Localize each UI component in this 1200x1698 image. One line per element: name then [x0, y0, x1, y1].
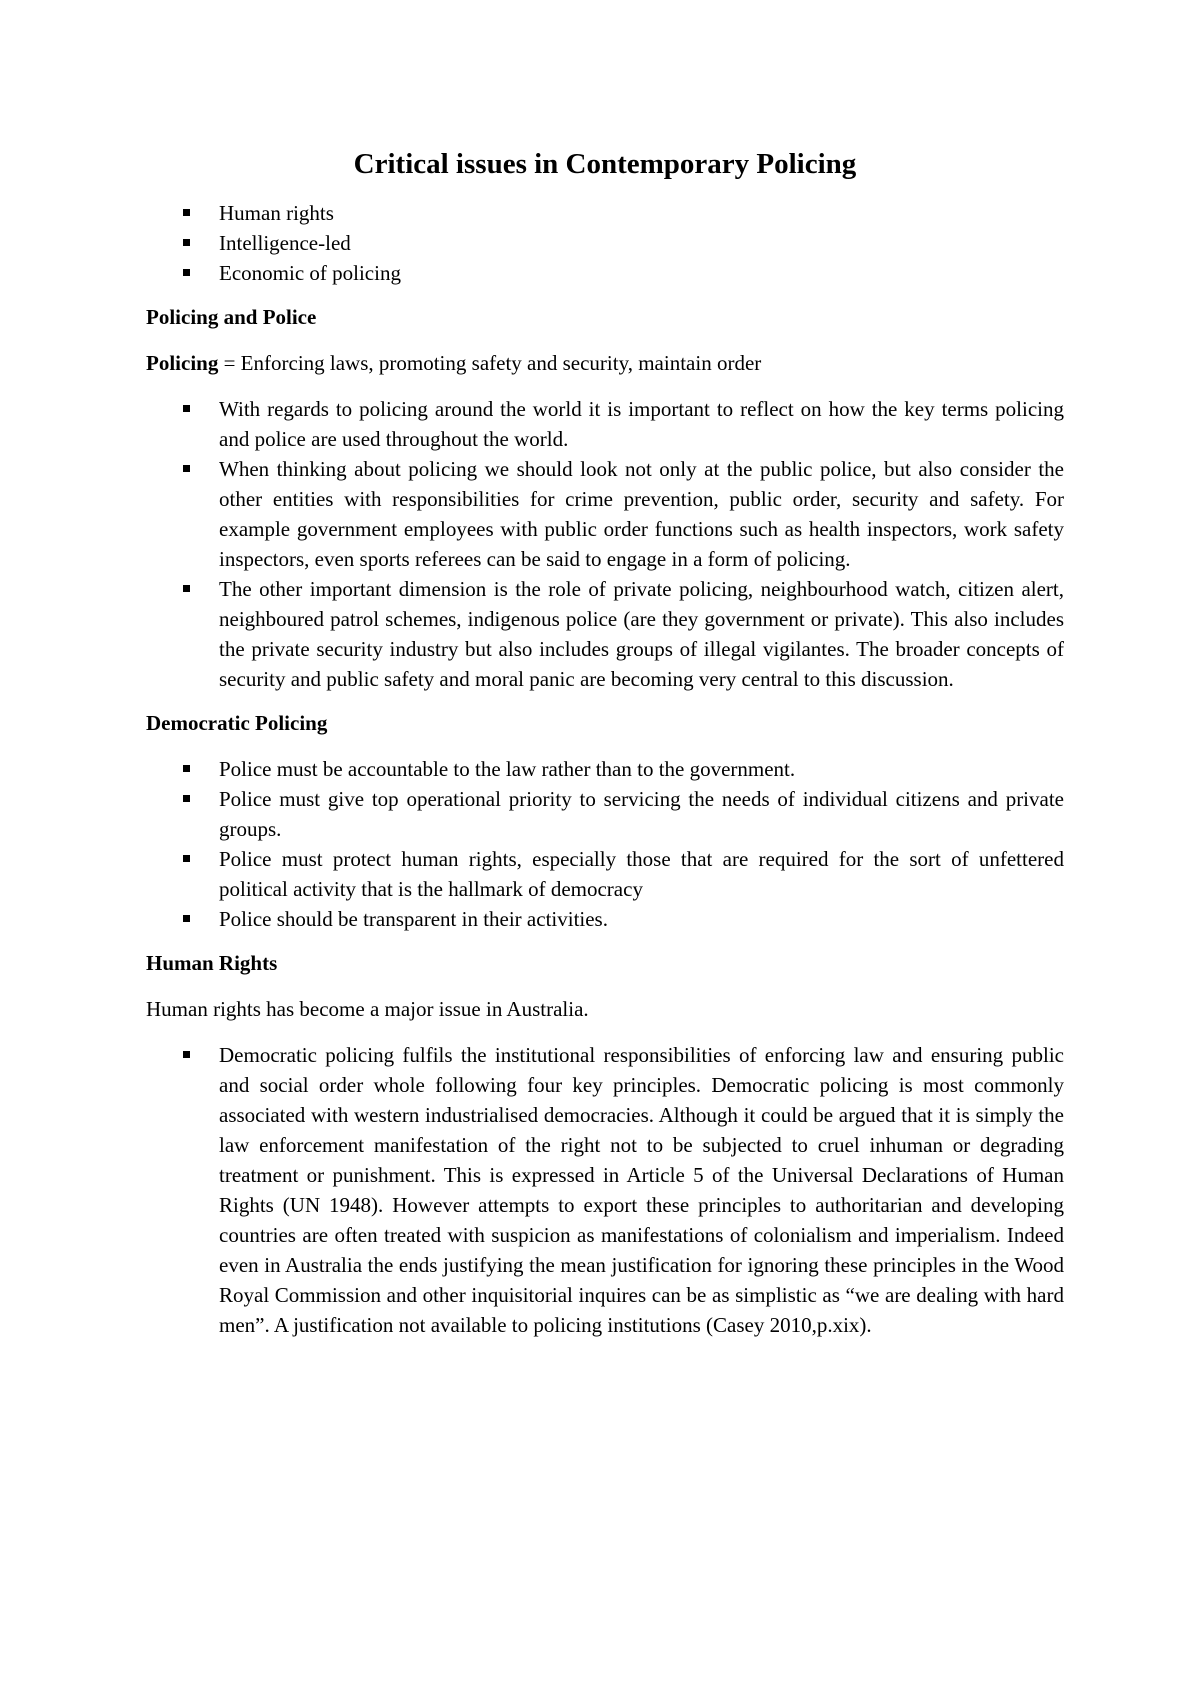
list-item-text: The other important dimension is the role of private policing, neighbourhood watch, citizen alert, neighboured patrol schemes, indigenous police (are they government or private). This also includes the private security industry but also includes groups of illegal vigilantes. The broader concepts of security and public safety and moral panic are becoming very central to this discussion.: [219, 577, 1064, 691]
square-bullet-icon: [183, 269, 190, 276]
list-item-text: When thinking about policing we should look not only at the public police, but also consider the other entities with responsibilities for crime prevention, public order, security and safety. For example government employees with public order functions such as health inspectors, work safety inspectors, even sports referees can be said to engage in a form of policing.: [219, 457, 1064, 571]
policing-definition: [146, 348, 1064, 378]
list-item: [146, 574, 1064, 694]
square-bullet-icon: [183, 585, 190, 592]
section-heading-policing-and-police: Policing and Police: [146, 305, 317, 329]
square-bullet-icon: [183, 465, 190, 472]
document-body: [146, 146, 1064, 1354]
square-bullet-icon: [183, 209, 190, 216]
list-item: [146, 228, 1064, 258]
list-item-text: Intelligence-led: [219, 231, 351, 255]
definition-term: Policing: [146, 351, 219, 375]
list-item-text: Economic of policing: [219, 261, 401, 285]
list-item-text: Police must protect human rights, especially those that are required for the sort of unfettered political activity that is the hallmark of democracy: [219, 847, 1064, 901]
list-item: [146, 1040, 1064, 1340]
list-item: [146, 454, 1064, 574]
list-item-text: Human rights: [219, 201, 334, 225]
square-bullet-icon: [183, 1051, 190, 1058]
list-item: [146, 904, 1064, 934]
intro-topic-list: [146, 198, 1064, 288]
democratic-policing-bullet-list: [146, 754, 1064, 934]
square-bullet-icon: [183, 239, 190, 246]
list-item-text: Police must be accountable to the law rather than to the government.: [219, 757, 796, 781]
list-item-text: With regards to policing around the world it is important to reflect on how the key terms policing and police are used throughout the world.: [219, 397, 1064, 451]
list-item-text: Police must give top operational priority to servicing the needs of individual citizens and private groups.: [219, 787, 1064, 841]
list-item: [146, 754, 1064, 784]
square-bullet-icon: [183, 915, 190, 922]
human-rights-bullet-list: [146, 1040, 1064, 1340]
list-item: [146, 258, 1064, 288]
square-bullet-icon: [183, 855, 190, 862]
policing-bullet-list: [146, 394, 1064, 694]
document-title: Critical issues in Contemporary Policing: [353, 148, 857, 180]
list-item: [146, 844, 1064, 904]
list-item: [146, 784, 1064, 844]
square-bullet-icon: [183, 405, 190, 412]
list-item: [146, 394, 1064, 454]
list-item: [146, 198, 1064, 228]
section-heading-human-rights: Human Rights: [146, 951, 278, 975]
list-item-text: Democratic policing fulfils the institutional responsibilities of enforcing law and ensuring public and social order whole following four key principles. Democratic policing is most commonly associated with western industrialised democracies. Although it could be argued that it is simply the law enforcement manifestation of the right not to be subjected to cruel inhuman or degrading treatment or punishment. This is expressed in Article 5 of the Universal Declarations of Human Rights (UN 1948). However attempts to export these principles to authoritarian and developing countries are often treated with suspicion as manifestations of colonialism and imperialism. Indeed even in Australia the ends justifying the mean justification for ignoring these principles in the Wood Royal Commission and other inquisitorial inquires can be as simplistic as “we are dealing with hard men”. A justification not available to policing institutions (Casey 2010,p.xix).: [219, 1043, 1064, 1337]
section-heading-democratic-policing: Democratic Policing: [146, 711, 328, 735]
list-item-text: Police should be transparent in their activities.: [219, 907, 608, 931]
human-rights-intro: Human rights has become a major issue in Australia.: [146, 997, 589, 1021]
square-bullet-icon: [183, 795, 190, 802]
definition-text: = Enforcing laws, promoting safety and security, maintain order: [218, 351, 762, 375]
square-bullet-icon: [183, 765, 190, 772]
